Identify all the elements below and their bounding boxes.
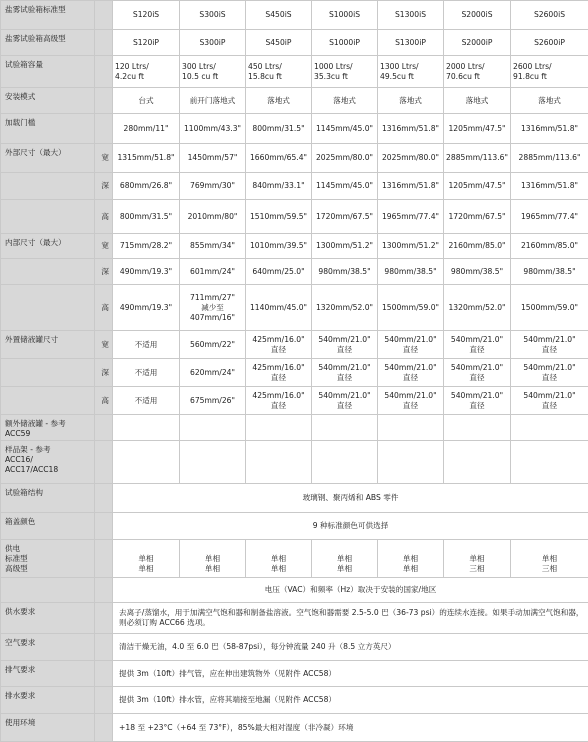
spec-cell: 2010mm/80" — [180, 200, 246, 234]
spec-cell: 1010mm/39.5" — [246, 234, 312, 259]
spec-cell: 540mm/21.0" 直径 — [444, 359, 511, 387]
spec-cell: S1300iS — [378, 1, 444, 30]
spec-span-cell: 清洁干燥无油，4.0 至 6.0 巴（58-87psi），每分钟流量 240 升（8.5 立方英尺） — [113, 634, 588, 661]
spec-cell — [246, 415, 312, 441]
spec-cell: 落地式 — [511, 88, 588, 114]
spec-cell: 1145mm/45.0" — [312, 173, 378, 200]
spec-cell: 490mm/19.3" — [113, 285, 180, 331]
spec-cell: 1315mm/51.8" — [113, 144, 180, 173]
row-sublabel: 高 — [95, 285, 113, 331]
spec-cell: 1320mm/52.0" — [444, 285, 511, 331]
spec-cell: S2600iS — [511, 1, 588, 30]
spec-cell: 490mm/19.3" — [113, 259, 180, 285]
row-label: 使用环境 — [1, 714, 95, 742]
spec-cell — [444, 415, 511, 441]
spec-cell: S120iS — [113, 1, 180, 30]
table-row — [1, 30, 588, 56]
spec-cell: 540mm/21.0" 直径 — [511, 331, 588, 359]
spec-cell: 540mm/21.0" 直径 — [511, 387, 588, 415]
row-label: 供水要求 — [1, 603, 95, 634]
spec-cell: 980mm/38.5" — [444, 259, 511, 285]
table-row — [1, 285, 588, 331]
row-label: 内部尺寸（最大） — [1, 234, 95, 259]
spec-cell — [246, 441, 312, 484]
spec-cell: 450 Ltrs/ 15.8cu ft — [246, 56, 312, 88]
spec-cell: 540mm/21.0" 直径 — [312, 387, 378, 415]
spec-cell: 680mm/26.8" — [113, 173, 180, 200]
row-sublabel: 宽 — [95, 144, 113, 173]
spec-cell: 425mm/16.0" 直径 — [246, 359, 312, 387]
row-label: 供电 标准型 高级型 — [1, 540, 95, 578]
spec-cell: S120iP — [113, 30, 180, 56]
row-sublabel: 高 — [95, 200, 113, 234]
row-sublabel — [95, 578, 113, 603]
row-sublabel: 深 — [95, 359, 113, 387]
row-sublabel — [95, 114, 113, 144]
spec-cell: 1100mm/43.3" — [180, 114, 246, 144]
table-row — [1, 484, 588, 513]
table-row — [1, 359, 588, 387]
table-row — [1, 88, 588, 114]
spec-cell: 1965mm/77.4" — [378, 200, 444, 234]
spec-cell: 前开门落地式 — [180, 88, 246, 114]
spec-cell: 2885mm/113.6" — [444, 144, 511, 173]
row-sublabel — [95, 687, 113, 714]
spec-cell — [180, 441, 246, 484]
table-row — [1, 173, 588, 200]
spec-cell: 单相 单相 — [378, 540, 444, 578]
table-row — [1, 714, 588, 742]
spec-cell: 540mm/21.0" 直径 — [312, 331, 378, 359]
spec-cell — [312, 415, 378, 441]
spec-cell: S2000iS — [444, 1, 511, 30]
row-sublabel: 宽 — [95, 331, 113, 359]
table-row — [1, 114, 588, 144]
table-row — [1, 259, 588, 285]
row-sublabel: 高 — [95, 387, 113, 415]
row-label: 外部尺寸（最大） — [1, 144, 95, 173]
spec-cell: 2600 Ltrs/ 91.8cu ft — [511, 56, 588, 88]
spec-cell: 640mm/25.0" — [246, 259, 312, 285]
spec-cell: 落地式 — [378, 88, 444, 114]
row-label: 额外储液罐 - 参考 ACC59 — [1, 415, 95, 441]
spec-cell: 台式 — [113, 88, 180, 114]
spec-cell: 1316mm/51.8" — [511, 114, 588, 144]
table-row — [1, 56, 588, 88]
spec-cell: 1300mm/51.2" — [378, 234, 444, 259]
spec-cell: 769mm/30" — [180, 173, 246, 200]
row-label: 加载门槛 — [1, 114, 95, 144]
spec-cell: 1316mm/51.8" — [378, 114, 444, 144]
spec-cell: 单相 单相 — [312, 540, 378, 578]
spec-cell: 1720mm/67.5" — [312, 200, 378, 234]
spec-cell: 1316mm/51.8" — [511, 173, 588, 200]
spec-cell: 单相 三相 — [511, 540, 588, 578]
row-label: 安装模式 — [1, 88, 95, 114]
spec-cell: 120 Ltrs/ 4.2cu ft — [113, 56, 180, 88]
spec-cell: 840mm/33.1" — [246, 173, 312, 200]
spec-cell: S300iS — [180, 1, 246, 30]
row-label — [1, 359, 95, 387]
spec-cell: 2000 Ltrs/ 70.6cu ft — [444, 56, 511, 88]
spec-cell: S300iP — [180, 30, 246, 56]
spec-span-cell: 玻璃钢、聚丙烯和 ABS 零件 — [113, 484, 588, 513]
spec-cell — [378, 415, 444, 441]
row-label: 盐雾试验箱标准型 — [1, 1, 95, 30]
spec-cell: 2025mm/80.0" — [378, 144, 444, 173]
spec-cell — [312, 441, 378, 484]
spec-cell: 1316mm/51.8" — [378, 173, 444, 200]
spec-cell: 300 Ltrs/ 10.5 cu ft — [180, 56, 246, 88]
spec-cell: S1000iP — [312, 30, 378, 56]
spec-cell: 单相 单相 — [113, 540, 180, 578]
spec-cell: 560mm/22" — [180, 331, 246, 359]
table-row — [1, 234, 588, 259]
spec-span-cell: 提供 3m（10ft）排水管，应将其端接至地漏（见附件 ACC58） — [113, 687, 588, 714]
spec-cell: 540mm/21.0" 直径 — [312, 359, 378, 387]
table-row — [1, 578, 588, 603]
spec-cell: 单相 单相 — [246, 540, 312, 578]
row-sublabel — [95, 30, 113, 56]
row-label — [1, 200, 95, 234]
spec-cell: 800mm/31.5" — [113, 200, 180, 234]
row-label: 空气要求 — [1, 634, 95, 661]
row-sublabel — [95, 513, 113, 540]
row-sublabel — [95, 88, 113, 114]
spec-cell: 855mm/34" — [180, 234, 246, 259]
row-sublabel — [95, 603, 113, 634]
table-row — [1, 661, 588, 687]
row-label: 试验箱结构 — [1, 484, 95, 513]
row-sublabel — [95, 661, 113, 687]
row-label: 试验箱容量 — [1, 56, 95, 88]
table-row — [1, 331, 588, 359]
spec-cell: 715mm/28.2" — [113, 234, 180, 259]
spec-span-cell: 9 种标准颜色可供选择 — [113, 513, 588, 540]
spec-cell: 540mm/21.0" 直径 — [444, 331, 511, 359]
spec-cell: 601mm/24" — [180, 259, 246, 285]
spec-cell: 980mm/38.5" — [378, 259, 444, 285]
row-label — [1, 259, 95, 285]
spec-cell: 1205mm/47.5" — [444, 173, 511, 200]
spec-cell: 1720mm/67.5" — [444, 200, 511, 234]
spec-cell: 单相 三相 — [444, 540, 511, 578]
spec-cell: S2600iP — [511, 30, 588, 56]
row-label: 盐雾试验箱高级型 — [1, 30, 95, 56]
table-row — [1, 687, 588, 714]
spec-cell: 不适用 — [113, 359, 180, 387]
row-sublabel: 深 — [95, 173, 113, 200]
spec-cell: 540mm/21.0" 直径 — [444, 387, 511, 415]
spec-cell: 2025mm/80.0" — [312, 144, 378, 173]
spec-cell — [511, 441, 588, 484]
spec-cell: 落地式 — [312, 88, 378, 114]
spec-cell: 落地式 — [246, 88, 312, 114]
spec-cell: 675mm/26" — [180, 387, 246, 415]
table-row — [1, 415, 588, 441]
row-sublabel — [95, 441, 113, 484]
table-row — [1, 513, 588, 540]
spec-cell: 1500mm/59.0" — [511, 285, 588, 331]
table-row — [1, 200, 588, 234]
spec-cell: 620mm/24" — [180, 359, 246, 387]
row-sublabel: 宽 — [95, 234, 113, 259]
spec-cell — [113, 441, 180, 484]
table-row — [1, 603, 588, 634]
spec-cell: 1140mm/45.0" — [246, 285, 312, 331]
row-sublabel — [95, 484, 113, 513]
row-label: 外置储液罐尺寸 — [1, 331, 95, 359]
spec-cell: 1000 Ltrs/ 35.3cu ft — [312, 56, 378, 88]
spec-cell: 540mm/21.0" 直径 — [378, 331, 444, 359]
table-row — [1, 540, 588, 578]
spec-cell — [511, 415, 588, 441]
spec-span-cell: 去离子/蒸馏水，用于加满空气饱和器和制备盐溶液。空气饱和器需要 2.5-5.0 巴（36-73 psi）的连续水连接。如果手动加满空气饱和器，则必须订购 ACC66 选项。 — [113, 603, 588, 634]
row-label — [1, 173, 95, 200]
spec-cell: 2885mm/113.6" — [511, 144, 588, 173]
row-sublabel — [95, 415, 113, 441]
spec-cell — [378, 441, 444, 484]
spec-span-cell: +18 至 +23°C（+64 至 73°F），85%最大相对湿度（非冷凝）环境 — [113, 714, 588, 742]
row-label: 排气要求 — [1, 661, 95, 687]
spec-span-cell: 提供 3m（10ft）排气管，应在伸出建筑物外（见附件 ACC58） — [113, 661, 588, 687]
spec-cell: 2160mm/85.0" — [511, 234, 588, 259]
row-label — [1, 578, 95, 603]
spec-cell: 1660mm/65.4" — [246, 144, 312, 173]
spec-cell: 不适用 — [113, 387, 180, 415]
spec-cell: 980mm/38.5" — [312, 259, 378, 285]
spec-cell: 单相 单相 — [180, 540, 246, 578]
table-row — [1, 144, 588, 173]
spec-cell: 1450mm/57" — [180, 144, 246, 173]
spec-cell: 落地式 — [444, 88, 511, 114]
spec-cell: 1145mm/45.0" — [312, 114, 378, 144]
table-row — [1, 387, 588, 415]
row-sublabel: 深 — [95, 259, 113, 285]
spec-cell: S450iP — [246, 30, 312, 56]
spec-cell: 1500mm/59.0" — [378, 285, 444, 331]
spec-cell: 425mm/16.0" 直径 — [246, 331, 312, 359]
row-sublabel — [95, 634, 113, 661]
spec-cell: 425mm/16.0" 直径 — [246, 387, 312, 415]
table-row — [1, 1, 588, 30]
spec-span-cell: 电压（VAC）和频率（Hz）取决于安装的国家/地区 — [113, 578, 588, 603]
spec-cell: S1300iP — [378, 30, 444, 56]
spec-cell — [113, 415, 180, 441]
spec-cell — [444, 441, 511, 484]
spec-cell: 540mm/21.0" 直径 — [378, 387, 444, 415]
row-sublabel — [95, 540, 113, 578]
spec-cell: 711mm/27" 减少至 407mm/16" — [180, 285, 246, 331]
spec-cell: 不适用 — [113, 331, 180, 359]
spec-cell: 540mm/21.0" 直径 — [378, 359, 444, 387]
spec-cell: 1965mm/77.4" — [511, 200, 588, 234]
row-sublabel — [95, 714, 113, 742]
spec-cell: 540mm/21.0" 直径 — [511, 359, 588, 387]
spec-cell: 1510mm/59.5" — [246, 200, 312, 234]
spec-cell: 2160mm/85.0" — [444, 234, 511, 259]
spec-cell — [180, 415, 246, 441]
spec-cell: S1000iS — [312, 1, 378, 30]
spec-cell: 1320mm/52.0" — [312, 285, 378, 331]
spec-cell: 280mm/11" — [113, 114, 180, 144]
spec-cell: S2000iP — [444, 30, 511, 56]
row-label — [1, 387, 95, 415]
spec-cell: 1205mm/47.5" — [444, 114, 511, 144]
spec-cell: 1300mm/51.2" — [312, 234, 378, 259]
row-sublabel — [95, 1, 113, 30]
row-label — [1, 285, 95, 331]
spec-cell: S450iS — [246, 1, 312, 30]
spec-cell: 800mm/31.5" — [246, 114, 312, 144]
spec-cell: 1300 Ltrs/ 49.5cu ft — [378, 56, 444, 88]
table-row — [1, 634, 588, 661]
table-row — [1, 441, 588, 484]
row-label: 箱盖颜色 — [1, 513, 95, 540]
row-label: 排水要求 — [1, 687, 95, 714]
spec-cell: 980mm/38.5" — [511, 259, 588, 285]
row-sublabel — [95, 56, 113, 88]
row-label: 样品架 - 参考 ACC16/ ACC17/ACC18 — [1, 441, 95, 484]
